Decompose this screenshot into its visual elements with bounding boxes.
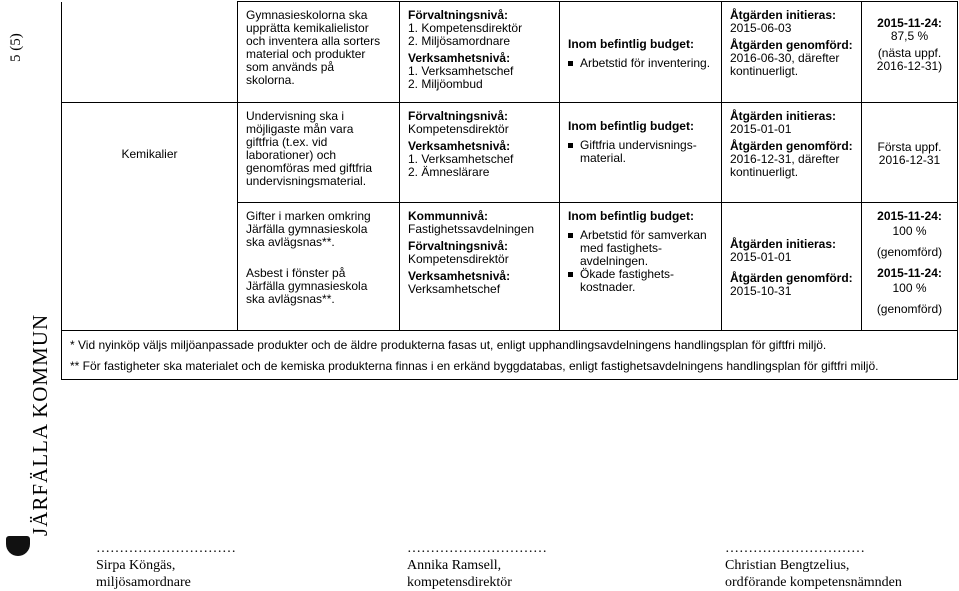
footnote: ** För fastigheter ska materialet och de kemiska produkterna finnas i en erkänd byggdatabas, enligt fastighetsavdelningens handlingsplan för giftfri miljö. [70,359,879,373]
table-row [62,203,958,331]
signer-title: miljösamordnare [96,575,191,590]
jarfalla-logo [0,313,52,556]
bullet-icon [568,143,573,148]
signature-line: ………………………… [725,541,865,556]
budget-cell: Inom befintlig budget: Arbetstid för inventering. [560,2,722,103]
signer-title: kompetensdirektör [407,575,512,590]
responsible-cell: Förvaltningsnivå: Kompetensdirektör Verksamhetsnivå: 1. Verksamhetschef 2. Ämneslärare [400,103,560,203]
description-cell: Undervisning ska i möjligaste mån vara giftfria (t.ex. vid laborationer) och genomföras med giftfria undervisningsmaterial. [238,103,400,203]
list-item: Giftfria undervisnings- material. [568,139,713,165]
signer-title: ordförande kompetensnämnden [725,575,902,590]
description-cell: Gifter i marken omkring Järfälla gymnasieskola ska avlägsnas**. Asbest i fönster på Järfälla gymnasieskola ska avlägsnas**. [238,203,400,331]
table-row [62,103,958,203]
signature-block [407,540,547,591]
responsible-cell: Kommunnivå: Fastighetssavdelningen Förvaltningsnivå: Kompetensdirektör Verksamhetsnivå: Verksamhetschef [400,203,560,331]
status-cell: 2015-11-24: 87,5 % (nästa uppf. 2016-12-31) [862,2,958,103]
footnotes-cell [62,331,958,380]
bullet-icon [568,233,573,238]
status-cell: Första uppf. 2016-12-31 [862,103,958,203]
timing-cell: Åtgärden initieras: 2015-06-03 Åtgärden genomförd: 2016-06-30, därefter kontinuerligt. [722,2,862,103]
signature-line: ………………………… [96,541,236,556]
status-cell: 2015-11-24: 100 % (genomförd) 2015-11-24: 100 % (genomförd) [862,203,958,331]
logo-wordmark: JÄRFÄLLA KOMMUN [28,313,52,536]
description-cell: Gymnasieskolorna ska upprätta kemikalielistor och inventera alla sorters material och produkter som används på skolorna. [238,2,400,103]
bullet-icon [568,272,573,277]
signature-line: ………………………… [407,541,547,556]
timing-cell: Åtgärden initieras: 2015-01-01 Åtgärden genomförd: 2016-12-31, därefter kontinuerligt. [722,103,862,203]
list-item: Arbetstid för samverkan med fastighets- avdelningen. [568,229,713,268]
budget-cell: Inom befintlig budget: Giftfria undervisnings- material. [560,103,722,203]
signature-block [725,540,902,591]
signature-block [96,540,236,591]
list-item: Arbetstid för inventering. [568,57,713,70]
responsible-cell: Förvaltningsnivå: 1. Kompetensdirektör 2. Miljösamordnare Verksamhetsnivå: 1. Verksamhetschef 2. Miljöombud [400,2,560,103]
signer-name: Christian Bengtzelius, [725,558,850,573]
list-item: Ökade fastighets- kostnader. [568,268,713,294]
category-cell: Kemikalier [62,103,238,203]
coat-of-arms-icon [6,536,30,556]
category-cell-bottom [62,203,238,331]
footnotes-row [62,331,958,380]
budget-cell: Inom befintlig budget: Arbetstid för samverkan med fastighets- avdelningen. Ökade fastighets- kostnader. [560,203,722,331]
signer-name: Sirpa Köngäs, [96,558,176,573]
footnote: * Vid nyinköp väljs miljöanpassade produkter och de äldre produkterna fasas ut, enligt upphandlingsavdelningens handlingsplan för giftfri miljö. [70,338,827,352]
page-number: 5 (5) [8,33,24,62]
timing-cell: Åtgärden initieras: 2015-01-01 Åtgärden genomförd: 2015-10-31 [722,203,862,331]
signer-name: Annika Ramsell, [407,558,502,573]
bullet-icon [568,61,573,66]
category-cell-top [62,2,238,103]
table-row [62,2,958,103]
action-plan-table [61,1,958,380]
